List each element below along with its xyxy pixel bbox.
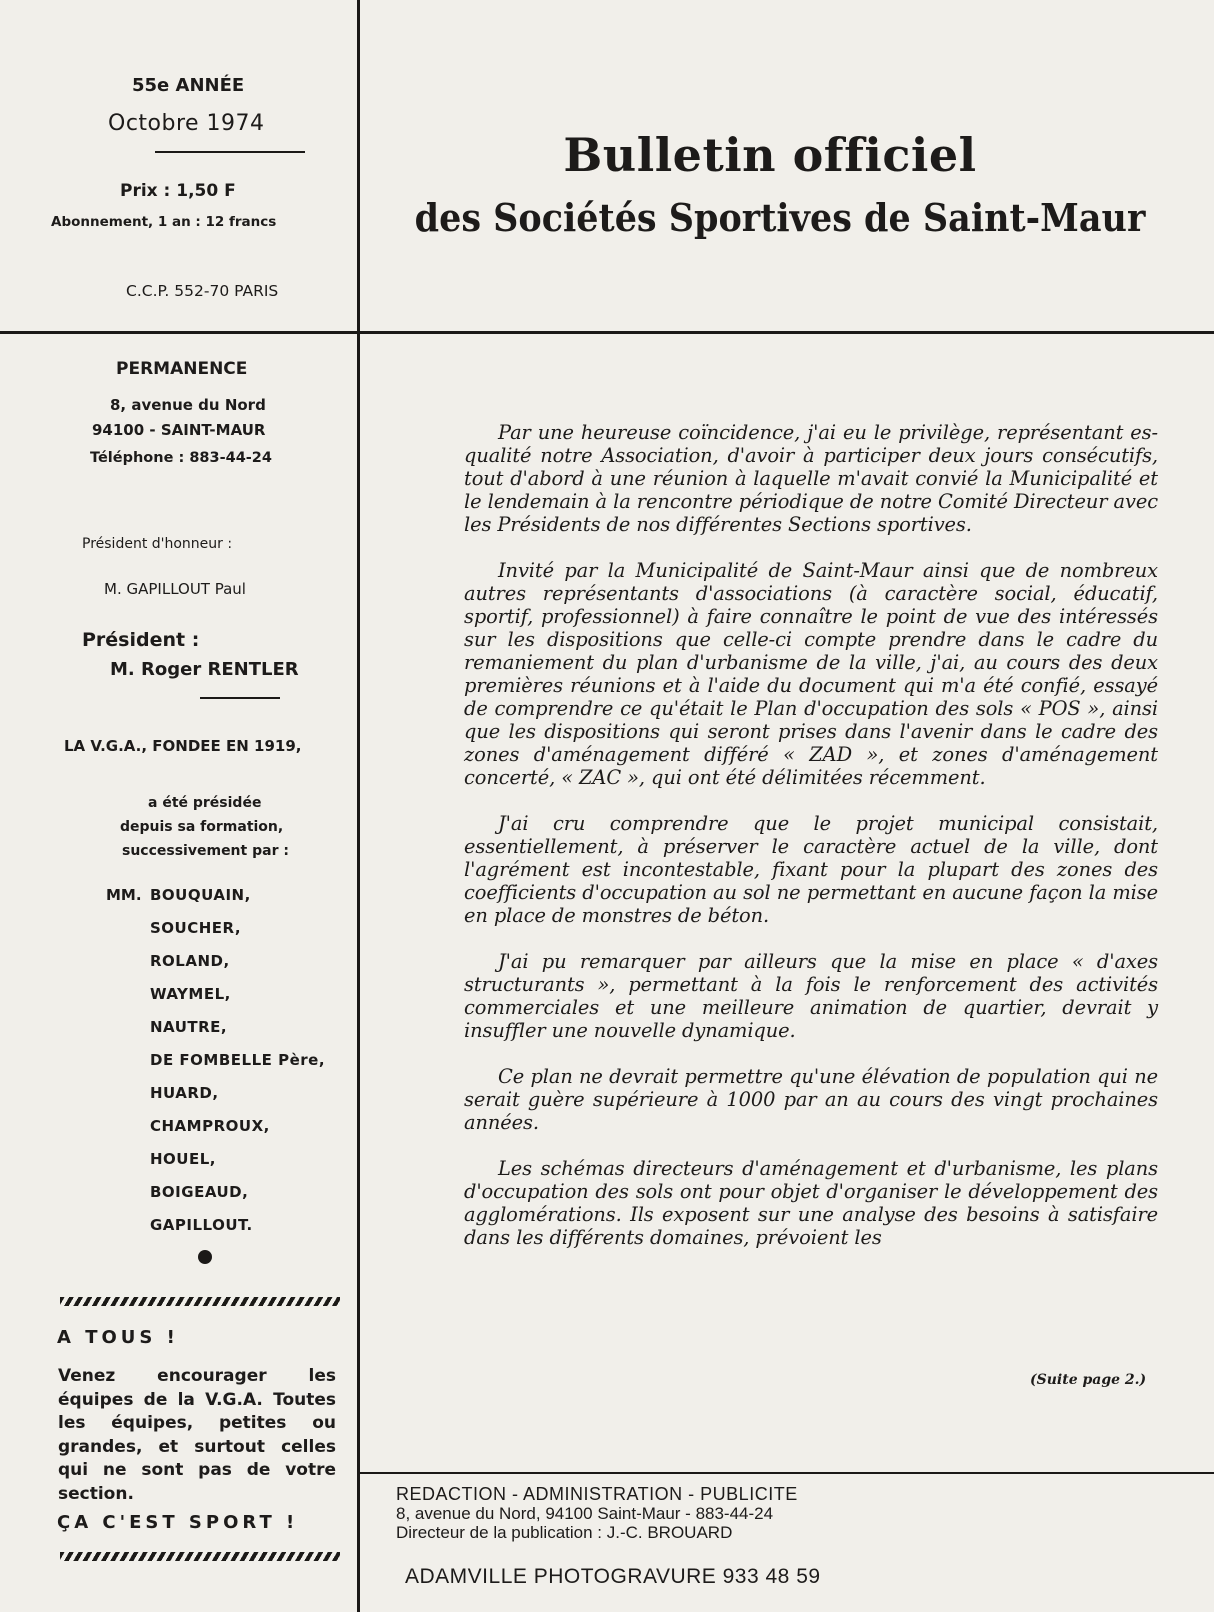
ccp-number: C.C.P. 552-70 PARIS	[126, 282, 279, 300]
permanence-phone: Téléphone : 883-44-24	[90, 450, 272, 466]
history-line3: successivement par :	[122, 843, 289, 859]
list-item: DE FOMBELLE Père,	[150, 1051, 326, 1069]
printer-credit: ADAMVILLE PHOTOGRAVURE 933 48 59	[405, 1565, 821, 1588]
article-paragraph: J'ai pu remarquer par ailleurs que la mise en place « d'axes structurants », permettant à la fois le renforcement des activités commerciales et une meilleure animation de quartier, devrait y insuffler une nouvelle dynamique.	[464, 950, 1158, 1042]
list-item: BOIGEAUD,	[150, 1183, 249, 1201]
appeal-slogan: ÇA C'EST SPORT !	[57, 1512, 299, 1533]
names-prefix: MM.	[106, 886, 142, 904]
article-body	[464, 421, 1158, 1272]
header-divider	[155, 151, 305, 153]
column-divider	[357, 0, 360, 1612]
footer-rule	[360, 1472, 1214, 1474]
honorary-label: Président d'honneur :	[82, 536, 233, 552]
article-paragraph: Par une heureuse coïncidence, j'ai eu le privilège, représentant es-qualité notre Association, d'avoir à participer deux jours consécutifs, tout d'abord à une réunion à laquelle m'avait convié la Municipalité et le lendemain à la rencontre périodique de notre Comité Directeur avec les Présidents de nos différentes Sections sportives.	[464, 421, 1158, 536]
masthead-title: Bulletin officiel	[563, 128, 977, 182]
list-item: NAUTRE,	[150, 1018, 228, 1036]
honorary-name: M. GAPILLOUT Paul	[104, 580, 246, 598]
year-label: 55e ANNÉE	[132, 75, 245, 96]
article-paragraph: Invité par la Municipalité de Saint-Maur ainsi que de nombreux autres représentants d'associations (à caractère social, éducatif, sportif, professionnel) à faire connaître le point de vue des intéressés sur les dispositions que celle-ci compte prendre dans le cadre du remaniement du plan d'urbanisme de la ville, j'ai, au cours des deux premières réunions et à l'aide du document qui m'a été confié, essayé de comprendre ce qu'était le Plan d'occupation des sols « POS », ainsi que les dispositions qui seront prises dans l'avenir dans le cadre des zones d'aménagement différé « ZAD », et zones d'aménagement concerté, « ZAC », qui ont été délimitées récemment.	[464, 559, 1158, 789]
issue-date: Octobre 1974	[108, 111, 265, 136]
history-line2: depuis sa formation,	[120, 819, 284, 835]
bullet-dot-icon	[198, 1250, 212, 1264]
price: Prix : 1,50 F	[120, 181, 236, 201]
president-divider	[200, 697, 280, 699]
article-paragraph: Ce plan ne devrait permettre qu'une élévation de population qui ne serait guère supérieure à 1000 par an au cours des vingt prochaines années.	[464, 1065, 1158, 1134]
article-paragraph: J'ai cru comprendre que le projet municipal consistait, essentiellement, à préserver le caractère actuel de la ville, dont l'agrément est incontestable, fixant pour la plupart des zones des coefficients d'occupation au sol ne permettant en aucune façon la mise en place de monstres de béton.	[464, 812, 1158, 927]
list-item: WAYMEL,	[150, 985, 231, 1003]
masthead-subtitle: des Sociétés Sportives de Saint-Maur	[414, 195, 1146, 240]
list-item: SOUCHER,	[150, 919, 242, 937]
list-item: HUARD,	[150, 1084, 219, 1102]
footer-line1: REDACTION - ADMINISTRATION - PUBLICITE	[396, 1484, 798, 1504]
permanence-city: 94100 - SAINT-MAUR	[92, 421, 266, 439]
article-paragraph: Les schémas directeurs d'aménagement et d'urbanisme, les plans d'occupation des sols ont pour objet d'organiser le développement des agglomérations. Ils exposent sur une analyse des besoins à satisfaire dans les différents domaines, prévoient les	[464, 1157, 1158, 1249]
permanence-heading: PERMANENCE	[116, 359, 248, 379]
president-label: Président :	[82, 629, 200, 651]
appeal-text: Venez encourager les équipes de la V.G.A. Toutes les équipes, petites ou grandes, et surtout celles qui ne sont pas de votre section.	[58, 1366, 336, 1504]
permanence-address: 8, avenue du Nord	[110, 396, 266, 414]
subscription: Abonnement, 1 an : 12 francs	[51, 214, 277, 230]
continued-note: (Suite page 2.)	[1030, 1372, 1147, 1388]
history-line1: a été présidée	[148, 795, 262, 811]
list-item: HOUEL,	[150, 1150, 216, 1168]
founded-line: LA V.G.A., FONDEE EN 1919,	[64, 737, 302, 755]
appeal-heading: A TOUS !	[57, 1327, 179, 1348]
zigzag-border-top	[60, 1297, 340, 1306]
header-rule	[0, 331, 1214, 334]
list-item: GAPILLOUT.	[150, 1216, 253, 1234]
president-name: M. Roger RENTLER	[110, 659, 299, 680]
list-item: BOUQUAIN,	[150, 886, 251, 904]
list-item: CHAMPROUX,	[150, 1117, 270, 1135]
footer-line3: Directeur de la publication : J.-C. BROUARD	[396, 1523, 733, 1542]
publisher-info	[396, 1485, 798, 1542]
footer-line2: 8, avenue du Nord, 94100 Saint-Maur - 883-44-24	[396, 1504, 774, 1523]
list-item: ROLAND,	[150, 952, 230, 970]
zigzag-border-bottom	[60, 1552, 340, 1561]
